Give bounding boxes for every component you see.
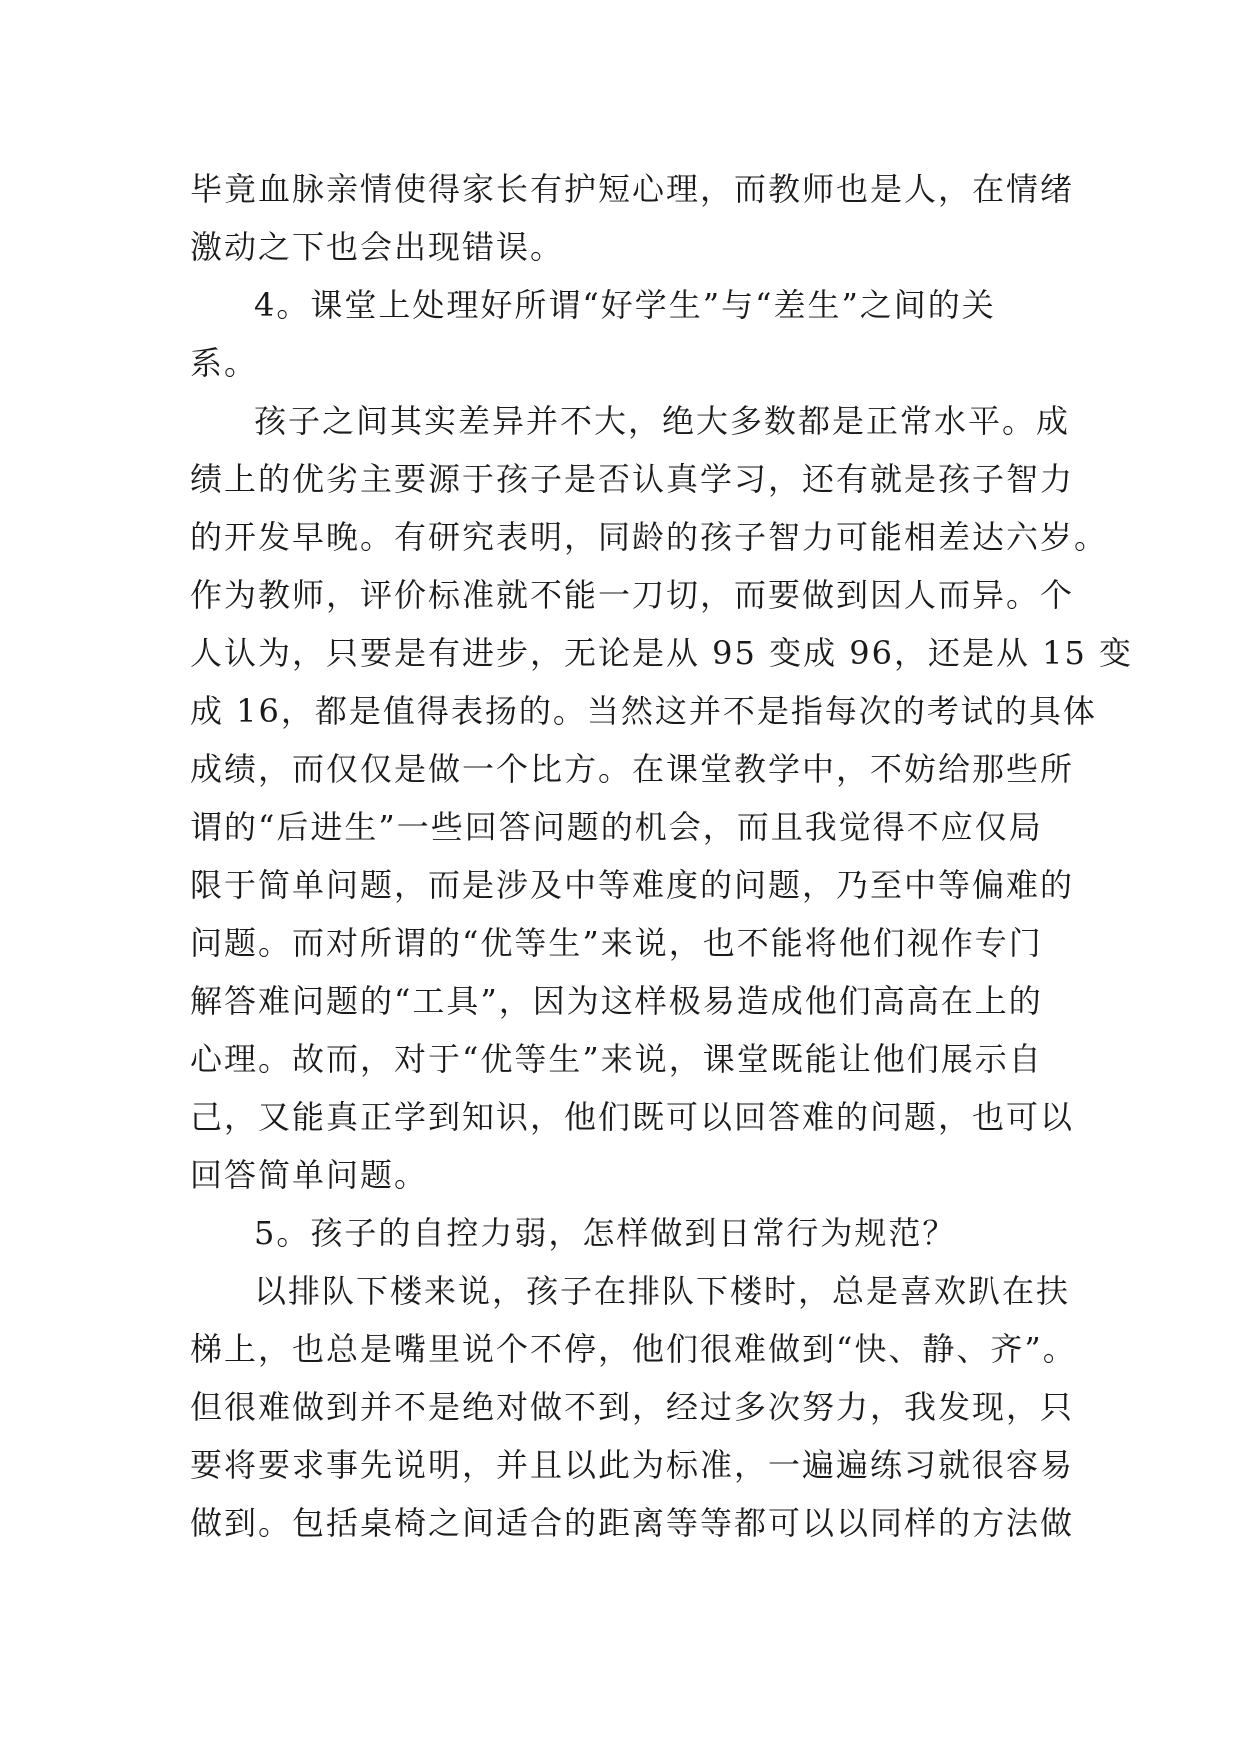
text-line: 做到。包括桌椅之间适合的距离等等都可以以同样的方法做 bbox=[190, 1504, 1075, 1542]
section-heading-4: 4。课堂上处理好所谓“好学生”与“差生”之间的关 bbox=[254, 286, 996, 324]
text-line: 的开发早晚。有研究表明，同龄的孩子智力可能相差达六岁。 bbox=[190, 518, 1109, 556]
text-line: 系。 bbox=[190, 344, 259, 382]
paragraph-start: 孩子之间其实差异并不大，绝大多数都是正常水平。成 bbox=[254, 402, 1071, 440]
text-line: 毕竟血脉亲情使得家长有护短心理，而教师也是人，在情绪 bbox=[190, 170, 1075, 208]
text-line: 心理。故而，对于“优等生”来说，课堂既能让他们展示自 bbox=[190, 1040, 1043, 1078]
paragraph-start: 以排队下楼来说，孩子在排队下楼时，总是喜欢趴在扶 bbox=[254, 1272, 1071, 1310]
text-line: 成绩，而仅仅是做一个比方。在课堂教学中，不妨给那些所 bbox=[190, 750, 1075, 788]
text-line: 要将要求事先说明，并且以此为标准，一遍遍练习就很容易 bbox=[190, 1446, 1075, 1484]
text-line: 成 16，都是值得表扬的。当然这并不是指每次的考试的具体 bbox=[190, 692, 1097, 730]
text-line: 己，又能真正学到知识，他们既可以回答难的问题，也可以 bbox=[190, 1098, 1075, 1136]
text-line: 回答简单问题。 bbox=[190, 1156, 429, 1194]
text-line: 作为教师，评价标准就不能一刀切，而要做到因人而异。个 bbox=[190, 576, 1075, 614]
text-line: 解答难问题的“工具”，因为这样极易造成他们高高在上的 bbox=[190, 982, 1043, 1020]
text-line: 梯上，也总是嘴里说个不停，他们很难做到“快、静、齐”。 bbox=[190, 1330, 1077, 1368]
text-line: 谓的“后进生”一些回答问题的机会，而且我觉得不应仅局 bbox=[190, 808, 1043, 846]
text-line: 绩上的优劣主要源于孩子是否认真学习，还有就是孩子智力 bbox=[190, 460, 1075, 498]
text-line: 限于简单问题，而是涉及中等难度的问题，乃至中等偏难的 bbox=[190, 866, 1075, 904]
text-line: 人认为，只要是有进步，无论是从 95 变成 96，还是从 15 变 bbox=[190, 634, 1134, 672]
text-line: 但很难做到并不是绝对做不到，经过多次努力，我发现，只 bbox=[190, 1388, 1075, 1426]
text-line: 激动之下也会出现错误。 bbox=[190, 228, 565, 266]
document-body bbox=[190, 160, 1134, 1552]
section-heading-5: 5。孩子的自控力弱，怎样做到日常行为规范？ bbox=[254, 1214, 957, 1252]
text-line: 问题。而对所谓的“优等生”来说，也不能将他们视作专门 bbox=[190, 924, 1043, 962]
